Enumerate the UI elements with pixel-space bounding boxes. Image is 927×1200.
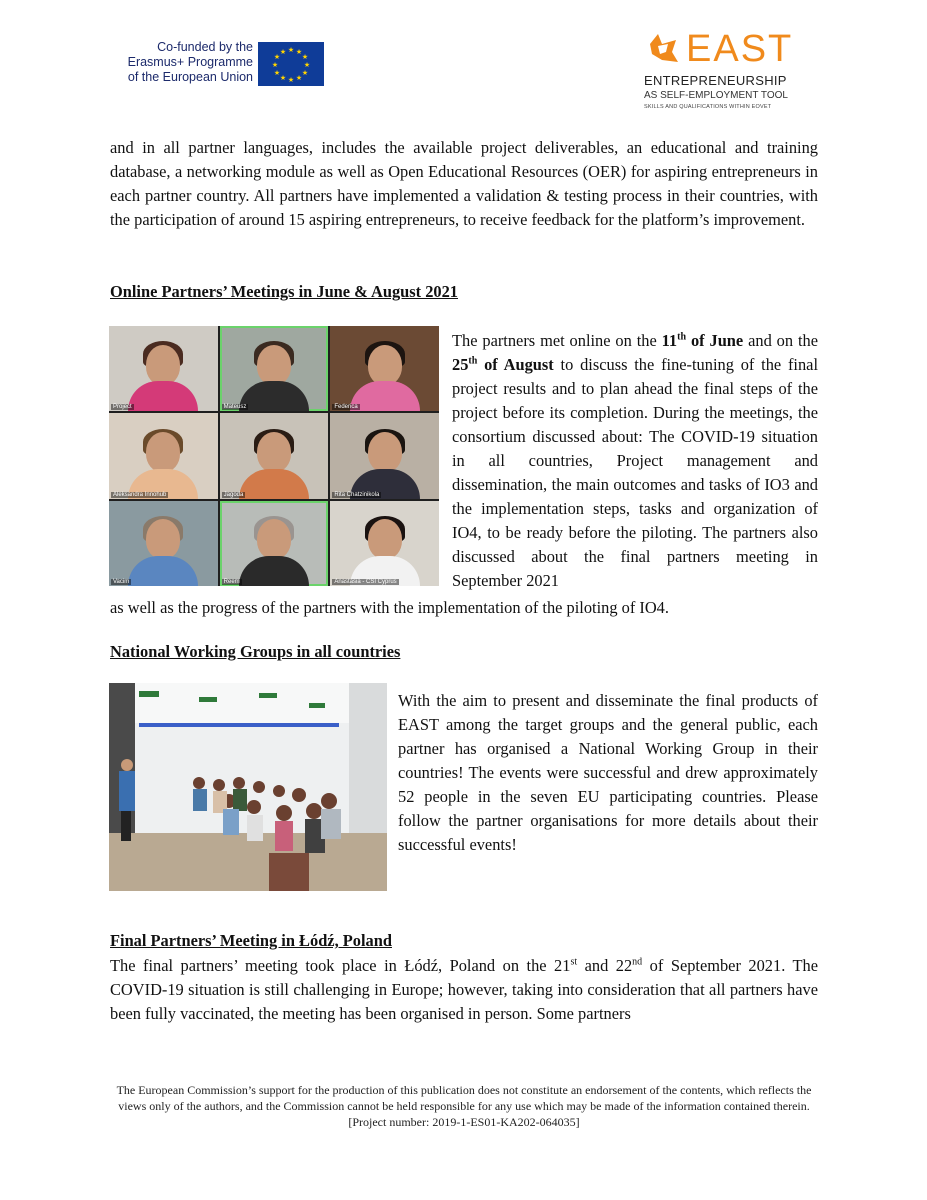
- participant-tile: [220, 326, 329, 411]
- participant-tile: [109, 413, 218, 498]
- svg-text:★: ★: [279, 48, 287, 56]
- svg-text:★: ★: [303, 61, 311, 69]
- section-heading-final-meeting: Final Partners’ Meeting in Łódź, Poland: [110, 931, 392, 950]
- fox-icon: [646, 32, 682, 68]
- svg-text:★: ★: [301, 69, 309, 77]
- participant-name: Federica: [334, 404, 358, 411]
- participant-name: Jagoda: [223, 491, 244, 498]
- section-heading-online-meetings: Online Partners’ Meetings in June & August 2021: [110, 282, 458, 301]
- svg-text:★: ★: [273, 69, 281, 77]
- intro-paragraph: and in all partner languages, includes the available project deliverables, an educational and training database, a networking module as well as Open Educational Resources (OER) for aspiring entrepreneurs in each partner country. All partners have implemented a validation & testing process in their countries, with the participation of around 15 aspiring entrepreneurs, to receive feedback for the platform’s improvement.: [110, 138, 818, 229]
- participant-tile: [220, 413, 329, 498]
- disclaimer-footer: The European Commission’s support for the production of this publication does not constitute an endorsement of the contents, which reflects the views only of the authors, and the Commission cannot be held responsible for any use which may be made of the information contained therein. [Project number: 2019-1-ES01-KA202-064035]: [116, 1083, 812, 1129]
- participant-name: Project: [113, 404, 132, 411]
- section1-paragraph-tail: as well as the progress of the partners with the implementation of the piloting of IO4.: [110, 598, 669, 617]
- east-logo: [644, 30, 804, 118]
- participant-tile: [220, 501, 329, 586]
- logo-line-2: AS SELF-EMPLOYMENT TOOL: [644, 90, 788, 101]
- participant-name: Aleksandra Innohub: [113, 491, 167, 498]
- video-call-screenshot: [109, 326, 439, 586]
- working-group-photo: [109, 683, 387, 891]
- participant-tile: [330, 501, 439, 586]
- eu-flag-logo: [258, 42, 324, 86]
- section2-paragraph: With the aim to present and disseminate the final products of EAST among the target groups and the general public, each partner has organised a National Working Group in their countries! The events were successful and drew approximately 52 people in the seven EU participating countries. Please follow the partner organisations for more details about their successful events!: [398, 691, 818, 854]
- participant-name: Mateusz: [223, 404, 247, 411]
- cofunded-line: Erasmus+ Programme: [127, 55, 253, 69]
- section-heading-working-groups: National Working Groups in all countries: [110, 642, 401, 661]
- svg-text:★: ★: [287, 76, 295, 84]
- svg-text:★: ★: [271, 61, 279, 69]
- logo-line-3: SKILLS AND QUALIFICATIONS WITHIN EOVET: [644, 104, 772, 110]
- participant-tile: [330, 326, 439, 411]
- section1-paragraph: The partners met online on the 11th of June and on the 25th of August to discuss the fine-tuning of the final project results and to plan ahead the final steps of the project before its completion. During the meetings, the consortium discussed about: The COVID-19 situation in all countries, Project management and dissemination, the main outcomes and tasks of IO3 and the implementation steps, tasks and organization of IO4, to be ready before the piloting. The partners also discussed about the final partners meeting in September 2021: [452, 331, 819, 590]
- participant-name: Rita Chatzinikola: [334, 491, 380, 498]
- cofunded-line: of the European Union: [127, 70, 253, 84]
- svg-text:★: ★: [287, 46, 295, 54]
- svg-text:★: ★: [301, 53, 309, 61]
- logo-word: EAST: [686, 28, 794, 70]
- svg-text:★: ★: [295, 48, 303, 56]
- participant-tile: [109, 326, 218, 411]
- section3-paragraph: The final partners’ meeting took place in Łódź, Poland on the 21st and 22nd of September 2021. The COVID-19 situation is still challenging in Europe; however, taking into consideration that all partners have been fully vaccinated, the meeting has been organised in person. Some partners: [110, 956, 818, 1023]
- participant-tile: [109, 501, 218, 586]
- logo-line-1: ENTREPRENEURSHIP: [644, 73, 787, 88]
- svg-text:★: ★: [273, 53, 281, 61]
- participant-name: Vacim: [113, 579, 130, 585]
- cofunded-line: Co-funded by the: [157, 40, 253, 54]
- participant-name: Anastasia - CSI Cyprus: [334, 579, 397, 585]
- svg-text:★: ★: [295, 74, 303, 82]
- cofunded-text: [108, 40, 253, 85]
- participant-name: Reem: [223, 579, 240, 585]
- participant-tile: [330, 413, 439, 498]
- svg-text:★: ★: [279, 74, 287, 82]
